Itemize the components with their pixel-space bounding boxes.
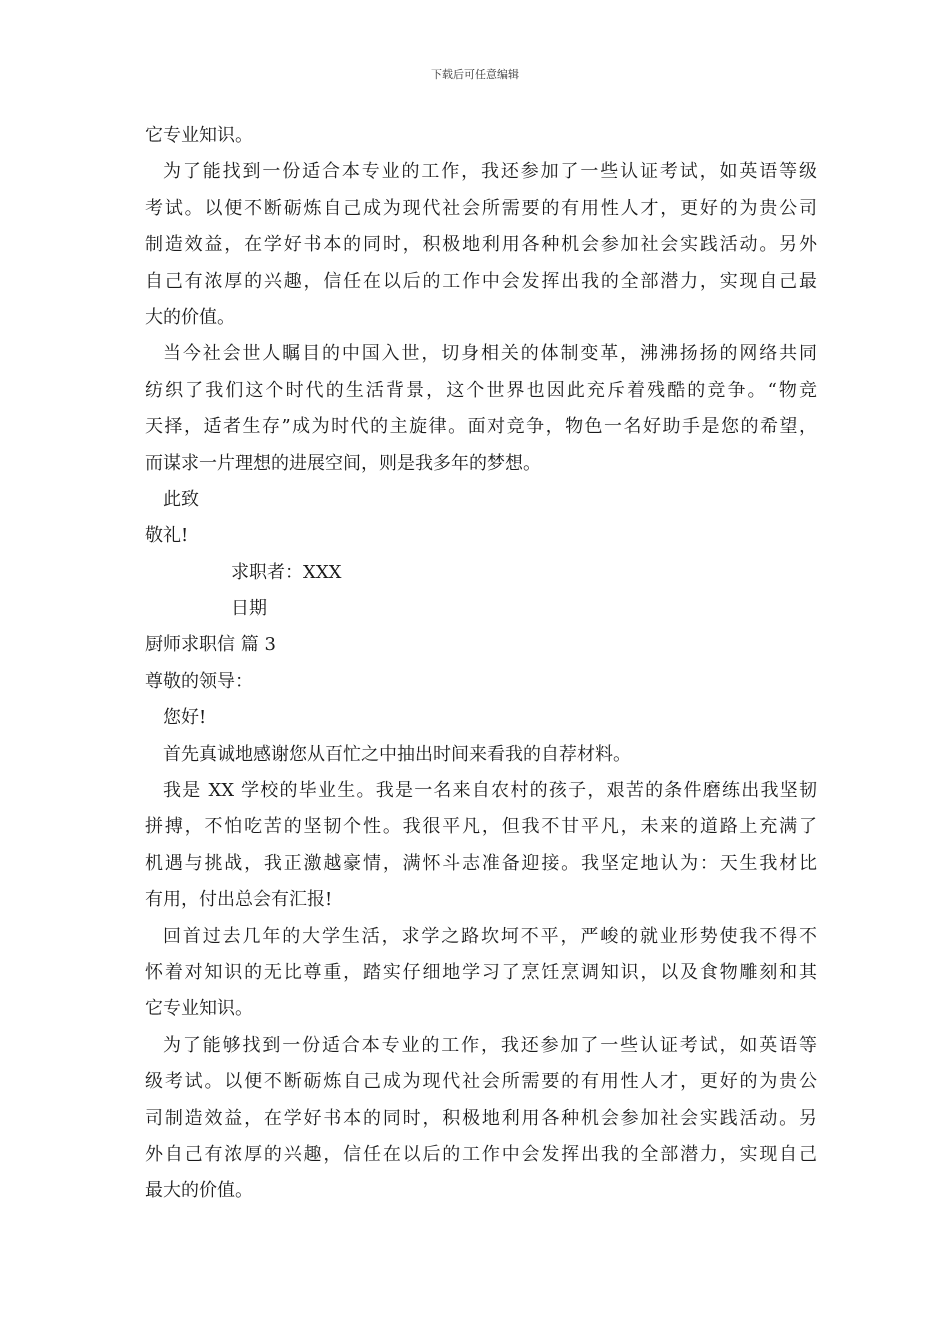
signature-date: 日期 (231, 598, 267, 620)
paragraph-line: 回首过去几年的大学生活，求学之路坎坷不平，严峻的就业形势使我不得不 (163, 925, 817, 947)
paragraph-line: 天择，适者生存”成为时代的主旋律。面对竞争，物色一名好助手是您的希望， (145, 416, 817, 438)
salutation-line: 敬礼! (145, 525, 189, 547)
paragraph-line: 大的价值。 (145, 306, 235, 328)
paragraph-line: 为了能够找到一份适合本专业的工作，我还参加了一些认证考试，如英语等 (163, 1034, 817, 1056)
paragraph-line: 纺织了我们这个时代的生活背景，这个世界也因此充斥着残酷的竞争。“物竞 (145, 379, 817, 401)
paragraph-line: 有用，付出总会有汇报! (145, 889, 333, 911)
paragraph-line: 首先真诚地感谢您从百忙之中抽出时间来看我的自荐材料。 (163, 743, 631, 765)
paragraph-line: 考试。以便不断砺炼自己成为现代社会所需要的有用性人才，更好的为贵公司 (145, 197, 817, 219)
greeting-line: 您好! (163, 707, 207, 729)
paragraph-line: 外自己有浓厚的兴趣，信任在以后的工作中会发挥出我的全部潜力，实现自己 (145, 1143, 817, 1165)
paragraph-line: 最大的价值。 (145, 1180, 253, 1202)
paragraph-line: 而谋求一片理想的进展空间，则是我多年的梦想。 (145, 452, 541, 474)
section-title: 厨师求职信 篇 3 (145, 634, 276, 656)
signature-name: 求职者：XXX (231, 561, 342, 583)
paragraph-line: 为了能找到一份适合本专业的工作，我还参加了一些认证考试，如英语等级 (163, 161, 817, 183)
paragraph-line: 拼搏，不怕吃苦的坚韧个性。我很平凡，但我不甘平凡，未来的道路上充满了 (145, 816, 817, 838)
paragraph-line: 司制造效益，在学好书本的同时，积极地利用各种机会参加社会实践活动。另 (145, 1107, 817, 1129)
greeting-line: 尊敬的领导： (145, 670, 253, 692)
paragraph-line: 我是 XX 学校的毕业生。我是一名来自农村的孩子，艰苦的条件磨练出我坚韧 (163, 780, 817, 802)
document-body (145, 118, 817, 1210)
paragraph-line: 机遇与挑战，我正激越豪情，满怀斗志准备迎接。我坚定地认为：天生我材比 (145, 852, 817, 874)
paragraph-line: 级考试。以便不断砺炼自己成为现代社会所需要的有用性人才，更好的为贵公 (145, 1071, 817, 1093)
paragraph-line: 自己有浓厚的兴趣，信任在以后的工作中会发挥出我的全部潜力，实现自己最 (145, 270, 817, 292)
paragraph-line: 怀着对知识的无比尊重，踏实仔细地学习了烹饪烹调知识，以及食物雕刻和其 (145, 961, 817, 983)
paragraph-line: 制造效益，在学好书本的同时，积极地利用各种机会参加社会实践活动。另外 (145, 234, 817, 256)
page-header: 下载后可任意编辑 (431, 68, 519, 81)
paragraph-line: 当今社会世人瞩目的中国入世，切身相关的体制变革，沸沸扬扬的网络共同 (163, 343, 817, 365)
paragraph-line: 它专业知识。 (145, 125, 253, 146)
closing-line: 此致 (163, 488, 199, 510)
paragraph-line: 它专业知识。 (145, 998, 253, 1020)
